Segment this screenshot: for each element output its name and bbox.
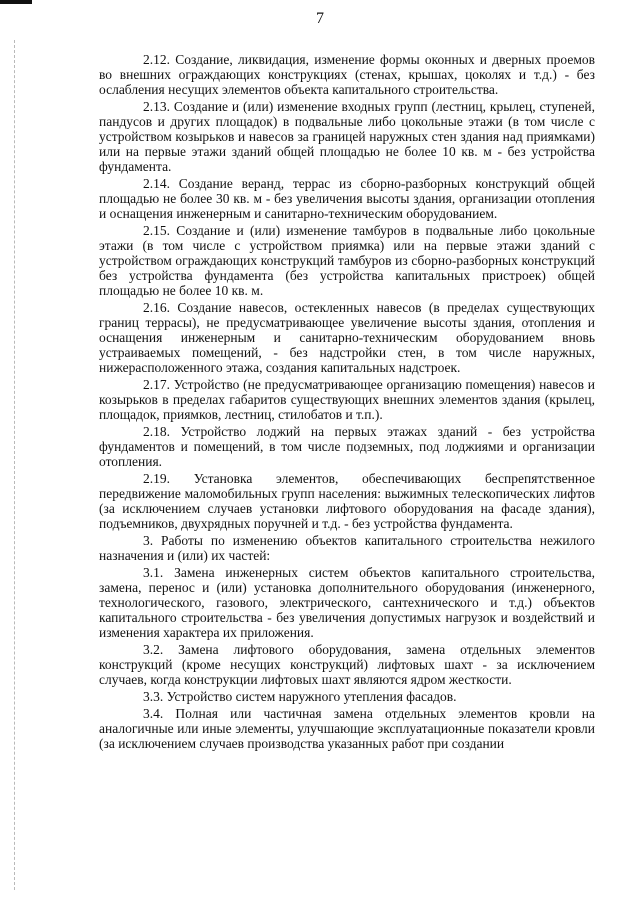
paragraph-2-17: 2.17. Устройство (не предусматривающее организацию помещения) навесов и козырьков в пределах габаритов существующих внешних элементов здания (крылец, площадок, приямков, лестниц, стилобатов и т.п.).	[99, 377, 595, 422]
page-number: 7	[316, 10, 324, 27]
paragraph-2-14: 2.14. Создание веранд, террас из сборно-разборных конструкций общей площадью не более 30 кв. м - без увеличения высоты здания, организации отопления и оснащения инженерным и санитарно-техническим оборудованием.	[99, 176, 595, 221]
paragraph-2-18: 2.18. Устройство лоджий на первых этажах зданий - без устройства фундаментов и помещений, в том числе подземных, под лоджиями и организации отопления.	[99, 424, 595, 469]
paragraph-2-16: 2.16. Создание навесов, остекленных навесов (в пределах существующих границ террасы), не предусматривающее увеличение высоты здания, отопления и оснащения инженерным и санитарно-техническим оборудованием вновь устраиваемых помещений, - без надстройки стен, в том числе наружных, нижерасположенного этажа, создания капитальных надстроек.	[99, 300, 595, 375]
paragraph-3: 3. Работы по изменению объектов капитального строительства нежилого назначения и (или) их частей:	[99, 533, 595, 563]
paragraph-2-15: 2.15. Создание и (или) изменение тамбуров в подвальные либо цокольные этажи (в том числе с устройством приямка) или на первые этажи зданий с устройством ограждающих конструкций тамбуров из сборно-разборных конструкций без устройства фундамента (без устройства капитальных пристроек) общей площадью не более 10 кв. м.	[99, 223, 595, 298]
document-body	[99, 52, 595, 753]
paragraph-3-1: 3.1. Замена инженерных систем объектов капитального строительства, замена, перенос и (или) установка дополнительного оборудования (инженерного, технологического, газового, электрического, сантехнического и т.д.) объектов капитального строительства - без увеличения допустимых нагрузок и воздействий и изменения характера их приложения.	[99, 565, 595, 640]
paragraph-3-2: 3.2. Замена лифтового оборудования, замена отдельных элементов конструкций (кроме несущих конструкций) лифтовых шахт - за исключением случаев, когда конструкции лифтовых шахт являются ядром жесткости.	[99, 642, 595, 687]
paragraph-2-19: 2.19. Установка элементов, обеспечивающих беспрепятственное передвижение маломобильных групп населения: выжимных телескопических лифтов (за исключением случаев установки лифтового оборудования на фасаде здания), подъемников, двухрядных поручней и т.д. - без устройства фундамента.	[99, 471, 595, 531]
paragraph-3-4: 3.4. Полная или частичная замена отдельных элементов кровли на аналогичные или иные элементы, улучшающие эксплуатационные показатели кровли (за исключением случаев производства указанных работ при создании	[99, 706, 595, 751]
paragraph-2-13: 2.13. Создание и (или) изменение входных групп (лестниц, крылец, ступеней, пандусов и других площадок) в подвальные либо цокольные этажи (в том числе с устройством козырьков и навесов за границей наружных стен здания над приямками) или на первые этажи зданий общей площадью не более 10 кв. м - без устройства фундамента.	[99, 99, 595, 174]
paragraph-3-3: 3.3. Устройство систем наружного утепления фасадов.	[143, 689, 457, 704]
scan-corner-mark	[0, 0, 32, 4]
scan-left-edge	[14, 40, 15, 890]
paragraph-2-12: 2.12. Создание, ликвидация, изменение формы оконных и дверных проемов во внешних ограждающих конструкциях (стенах, крышах, цоколях и т.д.) - без ослабления несущих элементов объекта капитального строительства.	[99, 52, 595, 97]
